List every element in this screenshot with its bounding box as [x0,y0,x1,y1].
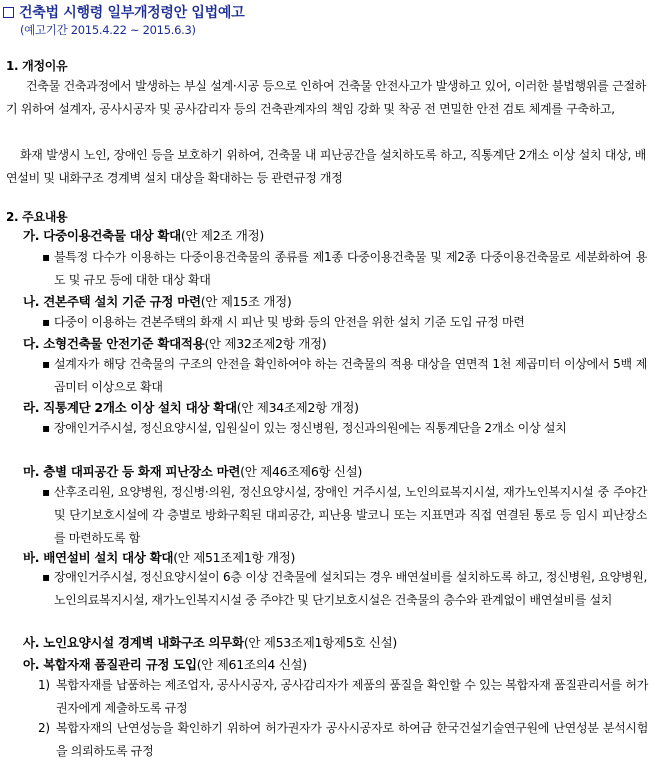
item-sa-heading [23,633,397,651]
item-number: 1) [38,678,50,692]
item-note: (안 제32조제2항 개정) [204,336,327,351]
bullet-icon: ▪ [42,485,50,499]
item-ba-heading [23,548,295,566]
item-label: 사. 노인요양시설 경계벽 내화구조 의무화 [23,635,244,650]
item-label: 바. 배연설비 설치 대상 확대 [23,550,174,565]
item-note: (안 제51조제1항 개정) [173,550,296,565]
item-ra-heading [23,398,359,416]
item-label: 아. 복합자재 품질관리 규정 도입 [23,657,197,672]
page-title: 건축법 시행령 일부개정령안 입법예고 [19,5,245,21]
checkbox-icon [3,7,14,18]
item-label: 다. 소형건축물 안전기준 확대적용 [23,336,205,351]
item-a-numbered-2 [38,717,648,763]
bullet-text: 설계자가 해당 건축물의 구조의 안전을 확인하여야 하는 건축물의 적용 대상을 연면적 1천 제곱미터 이상에서 5백 제곱미터 이상으로 확대 [54,357,647,394]
section-heading-reason: 1. 개정이유 [6,59,68,73]
item-ma-heading [23,462,362,480]
bullet-text: 불특정 다수가 이용하는 다중이용건축물의 종류를 제1종 다중이용건축물 및 제2종 다중이용건축물로 세분화하여 용도 및 규모 등에 대한 대상 확대 [54,250,647,287]
reason-paragraph-1: 건축물 건축과정에서 발생하는 부실 설계·시공 등으로 인하여 건축물 안전사고가 발생하고 있어, 이러한 불법행위를 근절하기 위하여 설계자, 공사시공자 및 공사감리자 등의 건축관계자의 책임 강화 및 착공 전 면밀한 안전 검토 체계를 구축하고, [6,79,646,116]
bullet-icon: ▪ [42,357,50,371]
item-ga-bullet [42,246,647,292]
item-note: (안 제46조제6항 신설) [240,464,363,479]
bullet-text: 산후조리원, 요양병원, 정신병·의원, 정신요양시설, 장애인 거주시설, 노인의료복지시설, 재가노인복지시설 중 주야간 및 단기보호시설에 각 층별로 방화구획된 대피공간, 피난용 발코니 또는 지표면과 직접 연결된 통로 등 임시 피난장소를 마련하도록 함 [54,485,647,545]
item-note: (안 제34조제2항 개정) [236,400,359,415]
bullet-icon: ▪ [42,250,50,264]
item-da-heading [23,334,326,352]
notice-period: (예고기간 2015.4.22 ~ 2015.6.3) [20,23,196,37]
bullet-icon: ▪ [42,570,50,584]
item-label: 나. 견본주택 설치 기준 규정 마련 [23,294,201,309]
bullet-text: 다중이 이용하는 견본주택의 화재 시 피난 및 방화 등의 안전을 위한 설치 기준 도입 규정 마련 [54,315,525,329]
item-ma-bullet [42,481,647,550]
item-ba-bullet [42,566,647,612]
item-a-numbered-1 [38,674,648,720]
numbered-text: 복합자재의 난연성능을 확인하기 위하여 허가권자가 공사시공자로 하여금 한국건설기술연구원에 난연성분 분석시험을 의뢰하도록 규정 [56,721,648,758]
numbered-text: 복합자재를 납품하는 제조업자, 공사시공자, 공사감리자가 제품의 품질을 확인할 수 있는 복합자재 품질관리서를 허가권자에게 제출하도록 규정 [56,678,648,715]
item-a-heading [23,655,307,673]
item-label: 가. 다중이용건축물 대상 확대 [23,228,181,243]
bullet-text: 장애인거주시설, 정신요양시설, 입원실이 있는 정신병원, 정신과의원에는 직통계단을 2개소 이상 설치 [54,421,567,435]
item-note: (안 제61조의4 신설) [196,657,307,672]
item-number: 2) [38,721,50,735]
title-row [3,2,244,22]
bullet-text: 장애인거주시설, 정신요양시설이 6층 이상 건축물에 설치되는 경우 배연설비를 설치하도록 하고, 정신병원, 요양병원, 노인의료복지시설, 재가노인복지시설 중 주야간 및 단기보호시설은 건축물의 층수와 관계없이 배연설비를 설치 [54,570,647,607]
item-na-heading [23,292,291,310]
item-label: 라. 직통계단 2개소 이상 설치 대상 확대 [23,400,237,415]
item-note: (안 제53조제1항제5호 신설) [243,635,397,650]
item-ra-bullet [42,417,647,440]
item-note: (안 제2조 개정) [180,228,264,243]
bullet-icon: ▪ [42,421,50,435]
reason-paragraph-2: 화재 발생시 노인, 장애인 등을 보호하기 위하여, 건축물 내 피난공간을 설치하도록 하고, 직통계단 2개소 이상 설치 대상, 배연설비 및 내화구조 경계벽 설치 대상을 확대하는 등 관련규정 개정 [6,148,646,185]
item-label: 마. 층별 대피공간 등 화재 피난장소 마련 [23,464,241,479]
section-heading-contents: 2. 주요내용 [6,210,68,224]
item-da-bullet [42,353,647,399]
bullet-icon: ▪ [42,315,50,329]
item-ga-heading [23,226,264,244]
item-na-bullet [42,311,647,334]
item-note: (안 제15조 개정) [200,294,292,309]
